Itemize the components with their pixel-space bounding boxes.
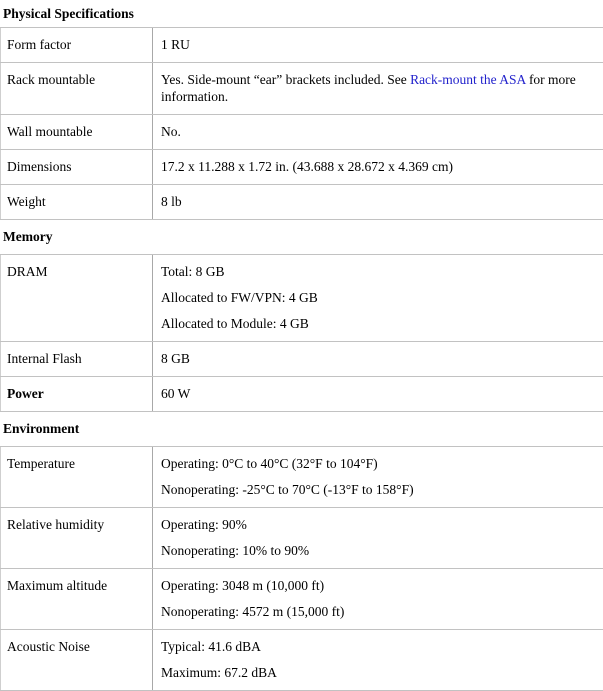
spec-value-cell (153, 508, 603, 568)
spec-table (0, 27, 603, 691)
spec-label: Maximum altitude (0, 569, 153, 629)
spec-value-line: Operating: 90% (161, 517, 247, 532)
spec-value-line: Nonoperating: 4572 m (15,000 ft) (161, 604, 345, 619)
spec-value-line: 1 RU (161, 37, 190, 52)
spec-value-line: Typical: 41.6 dBA (161, 639, 261, 654)
spec-value-line: Allocated to FW/VPN: 4 GB (161, 290, 318, 305)
spec-label: Rack mountable (0, 63, 153, 114)
section-header-row (0, 412, 603, 447)
spec-label: DRAM (0, 255, 153, 341)
spec-value-cell (153, 630, 603, 690)
spec-label: Acoustic Noise (0, 630, 153, 690)
spec-value-cell (153, 342, 603, 376)
spec-label: Temperature (0, 447, 153, 507)
table-row (0, 28, 603, 63)
table-row (0, 185, 603, 220)
spec-label: Wall mountable (0, 115, 153, 149)
spec-value-line: Total: 8 GB (161, 264, 225, 279)
spec-value-line: Maximum: 67.2 dBA (161, 665, 277, 680)
section-header-label: Environment (3, 421, 80, 436)
spec-label: Internal Flash (0, 342, 153, 376)
page-title: Physical Specifications (3, 6, 134, 21)
spec-value-line: No. (161, 124, 181, 139)
spec-value-cell (153, 255, 603, 341)
spec-label: Form factor (0, 28, 153, 62)
table-row (0, 569, 603, 630)
table-row (0, 150, 603, 185)
spec-value-line: Allocated to Module: 4 GB (161, 316, 309, 331)
table-row (0, 630, 603, 691)
table-row (0, 508, 603, 569)
spec-value-line: Operating: 3048 m (10,000 ft) (161, 578, 325, 593)
spec-value-line: Operating: 0°C to 40°C (32°F to 104°F) (161, 456, 378, 471)
spec-value-line: 17.2 x 11.288 x 1.72 in. (43.688 x 28.672 x 4.369 cm) (161, 159, 453, 174)
spec-value-cell (153, 569, 603, 629)
spec-value-cell (153, 447, 603, 507)
spec-value-cell (153, 28, 603, 62)
spec-value-cell (153, 150, 603, 184)
table-row (0, 342, 603, 377)
spec-value-cell (153, 115, 603, 149)
table-row (0, 115, 603, 150)
spec-value-line: 8 lb (161, 194, 182, 209)
spec-value-cell (153, 63, 603, 114)
spec-label: Weight (0, 185, 153, 219)
section-header-label: Memory (3, 229, 53, 244)
spec-label: Relative humidity (0, 508, 153, 568)
spec-value-line: Nonoperating: -25°C to 70°C (-13°F to 158°F) (161, 482, 414, 497)
section-header-row (0, 220, 603, 255)
spec-value-line: Yes. Side-mount “ear” brackets included. See Rack-mount the ASA for more information. (161, 72, 576, 104)
table-row (0, 255, 603, 342)
spec-value-line: Nonoperating: 10% to 90% (161, 543, 310, 558)
table-row (0, 377, 603, 412)
spec-value-cell (153, 377, 603, 411)
spec-value-line: 8 GB (161, 351, 190, 366)
spec-label: Dimensions (0, 150, 153, 184)
spec-value-line: 60 W (161, 386, 191, 401)
table-row (0, 447, 603, 508)
table-row (0, 63, 603, 115)
spec-label: Power (0, 377, 153, 411)
rack-mount-link[interactable]: Rack-mount the ASA (410, 72, 526, 87)
spec-value-cell (153, 185, 603, 219)
